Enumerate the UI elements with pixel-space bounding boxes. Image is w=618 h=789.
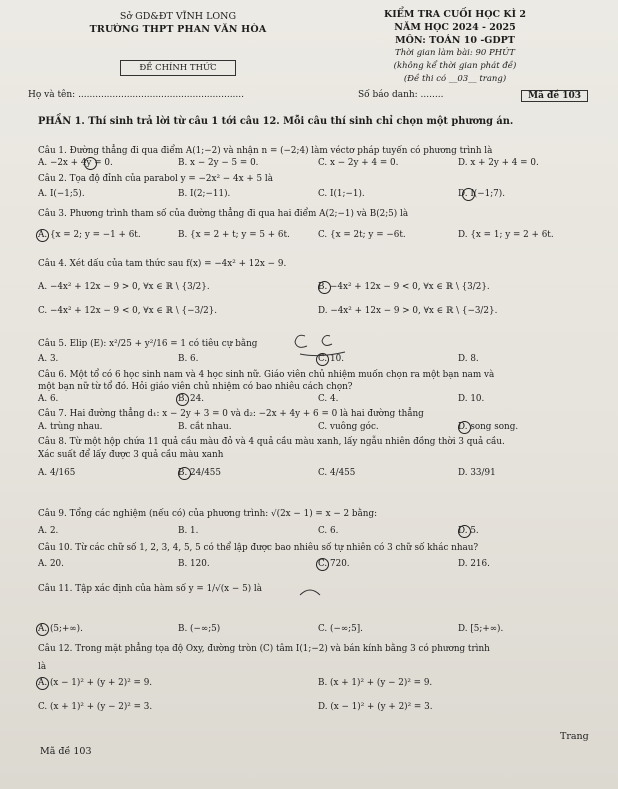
option-b: B. I(2;−11). <box>178 189 231 199</box>
subject: MÔN: TOÁN 10 -GDPT <box>395 35 515 46</box>
option-b: B. 24. <box>178 394 205 404</box>
option-b: B. 24/455 <box>178 468 222 478</box>
footer-page-label: Trang <box>560 731 589 742</box>
option-c: C. 720. <box>318 559 350 569</box>
time-note: (không kể thời gian phát đề) <box>393 61 517 71</box>
scribble-mark <box>300 352 345 356</box>
scribble-mark <box>300 590 320 595</box>
option-a: A. −4x² + 12x − 9 > 0, ∀x ∈ ℝ \ {3/2}. <box>38 282 210 292</box>
option-a: A. 20. <box>38 559 64 569</box>
id-label: Số báo danh: ........ <box>358 90 444 100</box>
option-b: B. 120. <box>178 559 210 569</box>
option-b: B. cắt nhau. <box>178 422 232 432</box>
option-a: A. −2x + 4y = 0. <box>38 158 113 168</box>
option-d: D. x + 2y + 4 = 0. <box>458 158 539 168</box>
option-a: A. I(−1;5). <box>38 189 85 199</box>
exam-title: KIỂM TRA CUỐI HỌC KÌ 2 <box>383 9 527 20</box>
option-c: C. vuông góc. <box>318 422 379 432</box>
question-3: Câu 3. Phương trình tham số của đường thẳng đi qua hai điểm A(2;−1) và B(2;5) là <box>38 209 409 219</box>
option-a: A. (5;+∞). <box>38 624 83 634</box>
option-c: C. 4. <box>318 394 339 404</box>
option-c: C. 4/455 <box>318 468 356 478</box>
question-8-cont: Xác suất để lấy được 3 quả cầu màu xanh <box>38 450 224 460</box>
option-c: C. (x + 1)² + (y − 2)² = 3. <box>38 702 153 712</box>
option-d: D. I(−1;7). <box>458 189 505 199</box>
official-stamp: ĐỀ CHÍNH THỨC <box>120 60 236 76</box>
question-6-cont: một bạn nữ từ tổ đó. Hỏi giáo viên chủ nhiệm có bao nhiêu cách chọn? <box>38 382 353 392</box>
option-d: D. {x = 1; y = 2 + 6t. <box>458 230 554 240</box>
question-10: Câu 10. Từ các chữ số 1, 2, 3, 4, 5, 5 có thể lập được bao nhiêu số tự nhiên có 3 chữ số khác nhau? <box>38 543 479 553</box>
exam-code: Mã đề 103 <box>521 90 588 102</box>
option-c: C. {x = 2t; y = −6t. <box>318 230 406 240</box>
option-c: C. x − 2y + 4 = 0. <box>318 158 399 168</box>
option-b: B. (x + 1)² + (y − 2)² = 9. <box>318 678 433 688</box>
page-count: (Đề thi có __03__ trang) <box>403 74 507 84</box>
name-label: Họ và tên: .......................................................... <box>28 90 244 100</box>
option-d: D. (x − 1)² + (y + 2)² = 3. <box>318 702 433 712</box>
question-2: Câu 2. Tọa độ đỉnh của parabol y = −2x² − 4x + 5 là <box>38 174 273 184</box>
option-d: D. −4x² + 12x − 9 > 0, ∀x ∈ ℝ \ {−3/2}. <box>318 306 498 316</box>
option-a: A. 4/165 <box>38 468 76 478</box>
time-limit: Thời gian làm bài: 90 PHÚT <box>395 48 515 58</box>
department: Sở GD&ĐT VĨNH LONG <box>119 11 237 22</box>
option-a: A. 2. <box>38 526 59 536</box>
school-name: TRƯỜNG THPT PHAN VĂN HÒA <box>89 24 267 35</box>
option-d: D. 8. <box>458 354 479 364</box>
question-8: Câu 8. Từ một hộp chứa 11 quả cầu màu đỏ và 4 quả cầu màu xanh, lấy ngẫu nhiên đồng thời 3 quả cầu. <box>38 437 505 447</box>
option-b: B. −4x² + 12x − 9 < 0, ∀x ∈ ℝ \ {3/2}. <box>318 282 490 292</box>
scribble-mark <box>295 335 307 347</box>
option-d: D. 33/91 <box>458 468 496 478</box>
option-b: B. x − 2y − 5 = 0. <box>178 158 259 168</box>
footer-exam-code: Mã đề 103 <box>40 746 92 757</box>
question-1: Câu 1. Đường thẳng đi qua điểm A(1;−2) và nhận n = (−2;4) làm véctơ pháp tuyến có phương trình là <box>38 146 493 156</box>
option-d: D. 10. <box>458 394 485 404</box>
option-a: A. 6. <box>38 394 59 404</box>
option-d: D. 5. <box>458 526 479 536</box>
option-c: C. (−∞;5]. <box>318 624 363 634</box>
option-a: A. trùng nhau. <box>38 422 103 432</box>
option-c: C. 6. <box>318 526 339 536</box>
option-c: C. I(1;−1). <box>318 189 365 199</box>
question-5: Câu 5. Elip (E): x²/25 + y²/16 = 1 có tiêu cự bằng <box>38 339 258 349</box>
option-b: B. (−∞;5) <box>178 624 221 634</box>
option-b: B. {x = 2 + t; y = 5 + 6t. <box>178 230 290 240</box>
school-year: NĂM HỌC 2024 - 2025 <box>394 22 516 33</box>
option-a: A. (x − 1)² + (y + 2)² = 9. <box>38 678 153 688</box>
option-c: C. −4x² + 12x − 9 < 0, ∀x ∈ ℝ \ {−3/2}. <box>38 306 218 316</box>
question-4: Câu 4. Xét dấu của tam thức sau f(x) = −4x² + 12x − 9. <box>38 259 287 269</box>
option-a: A. 3. <box>38 354 59 364</box>
option-d: D. 216. <box>458 559 490 569</box>
question-6: Câu 6. Một tổ có 6 học sinh nam và 4 học sinh nữ. Giáo viên chủ nhiệm muốn chọn ra một bạn nam và <box>38 370 495 380</box>
option-c: C. 10. <box>318 354 344 364</box>
question-9: Câu 9. Tổng các nghiệm (nếu có) của phương trình: √(2x − 1) = x − 2 bằng: <box>38 509 378 519</box>
part-1-instructions: PHẦN 1. Thí sinh trả lời từ câu 1 tới câu 12. Mỗi câu thí sinh chỉ chọn một phương án. <box>38 116 514 127</box>
option-b: B. 1. <box>178 526 199 536</box>
question-7: Câu 7. Hai đường thẳng d₁: x − 2y + 3 = 0 và d₂: −2x + 4y + 6 = 0 là hai đường thẳng <box>38 409 424 419</box>
option-d: D. [5;+∞). <box>458 624 504 634</box>
question-12: Câu 12. Trong mặt phẳng tọa độ Oxy, đường tròn (C) tâm I(1;−2) và bán kính bằng 3 có phương trình <box>38 644 490 654</box>
option-d: D. song song. <box>458 422 519 432</box>
question-11: Câu 11. Tập xác định của hàm số y = 1/√(x − 5) là <box>38 584 262 594</box>
question-12-cont: là <box>38 662 47 672</box>
scribble-mark <box>322 336 332 346</box>
option-a: A. {x = 2; y = −1 + 6t. <box>38 230 141 240</box>
option-b: B. 6. <box>178 354 199 364</box>
